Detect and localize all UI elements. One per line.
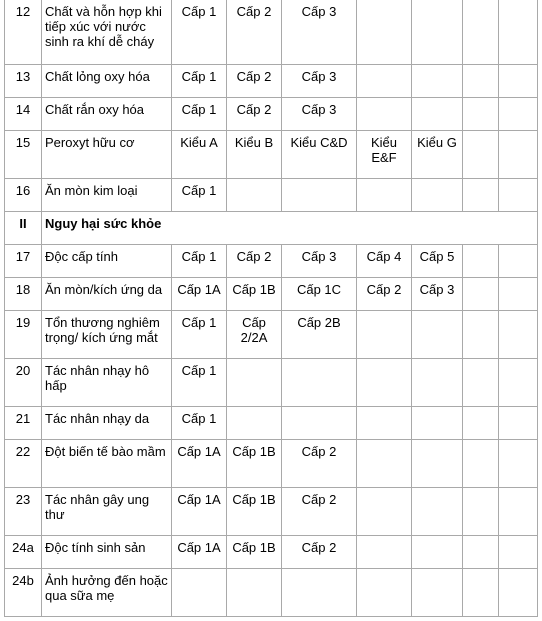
hazard-name: Chất và hỗn hợp khi tiếp xúc với nước sinh ra khí dễ cháy xyxy=(42,0,172,65)
category-cell xyxy=(357,359,412,407)
category-cell xyxy=(412,536,463,569)
hazard-name: Độc tính sinh sản xyxy=(42,536,172,569)
category-cell: Cấp 5 xyxy=(412,245,463,278)
category-cell: Cấp 3 xyxy=(282,245,357,278)
category-cell xyxy=(463,245,499,278)
category-cell xyxy=(227,407,282,440)
category-cell: Cấp 1B xyxy=(227,440,282,488)
category-cell xyxy=(463,359,499,407)
category-cell xyxy=(499,311,538,359)
category-cell xyxy=(463,179,499,212)
category-cell: Cấp 1B xyxy=(227,488,282,536)
row-number: 15 xyxy=(5,131,42,179)
category-cell: Kiểu A xyxy=(172,131,227,179)
category-cell xyxy=(357,65,412,98)
category-cell: Kiểu G xyxy=(412,131,463,179)
category-cell xyxy=(357,536,412,569)
row-number: 24b xyxy=(5,569,42,617)
category-cell xyxy=(499,440,538,488)
category-cell: Cấp 2 xyxy=(357,278,412,311)
category-cell xyxy=(357,311,412,359)
row-number: 20 xyxy=(5,359,42,407)
hazard-name: Tác nhân nhạy da xyxy=(42,407,172,440)
row-number: 19 xyxy=(5,311,42,359)
category-cell xyxy=(499,179,538,212)
row-number: 22 xyxy=(5,440,42,488)
category-cell xyxy=(412,65,463,98)
category-cell xyxy=(357,179,412,212)
row-number: 17 xyxy=(5,245,42,278)
category-cell xyxy=(463,0,499,65)
category-cell: Cấp 2 xyxy=(282,536,357,569)
category-cell xyxy=(499,536,538,569)
category-cell xyxy=(499,0,538,65)
category-cell xyxy=(499,407,538,440)
section-title: Nguy hại sức khỏe xyxy=(42,212,538,245)
table-row xyxy=(5,0,538,65)
hazard-name: Tác nhân nhạy hô hấp xyxy=(42,359,172,407)
category-cell xyxy=(499,569,538,617)
section-number: II xyxy=(5,212,42,245)
category-cell xyxy=(412,569,463,617)
category-cell xyxy=(499,98,538,131)
category-cell xyxy=(357,440,412,488)
category-cell: Cấp 1B xyxy=(227,536,282,569)
hazard-name: Đột biến tế bào mầm xyxy=(42,440,172,488)
category-cell xyxy=(412,0,463,65)
table-row xyxy=(5,536,538,569)
category-cell xyxy=(227,359,282,407)
category-cell xyxy=(463,440,499,488)
row-number: 13 xyxy=(5,65,42,98)
category-cell: Kiểu E&F xyxy=(357,131,412,179)
row-number: 24a xyxy=(5,536,42,569)
table-row xyxy=(5,245,538,278)
category-cell: Kiểu B xyxy=(227,131,282,179)
hazard-name: Độc cấp tính xyxy=(42,245,172,278)
category-cell: Cấp 3 xyxy=(282,0,357,65)
category-cell xyxy=(412,98,463,131)
category-cell xyxy=(463,65,499,98)
row-number: 21 xyxy=(5,407,42,440)
category-cell xyxy=(412,311,463,359)
hazard-name: Chất lỏng oxy hóa xyxy=(42,65,172,98)
category-cell: Cấp 1B xyxy=(227,278,282,311)
table-row xyxy=(5,65,538,98)
category-cell: Cấp 1 xyxy=(172,245,227,278)
category-cell xyxy=(463,536,499,569)
category-cell: Cấp 2 xyxy=(227,245,282,278)
category-cell: Cấp 1 xyxy=(172,179,227,212)
table-row xyxy=(5,179,538,212)
category-cell xyxy=(282,359,357,407)
row-number: 14 xyxy=(5,98,42,131)
category-cell xyxy=(357,407,412,440)
hazard-name: Ăn mòn kim loại xyxy=(42,179,172,212)
category-cell xyxy=(463,569,499,617)
category-cell xyxy=(499,488,538,536)
category-cell: Cấp 3 xyxy=(282,98,357,131)
category-cell xyxy=(463,311,499,359)
category-cell: Cấp 3 xyxy=(412,278,463,311)
category-cell: Cấp 2 xyxy=(282,488,357,536)
category-cell xyxy=(499,65,538,98)
category-cell xyxy=(463,407,499,440)
category-cell: Cấp 2/2A xyxy=(227,311,282,359)
category-cell xyxy=(227,569,282,617)
category-cell xyxy=(357,0,412,65)
hazard-name: Tác nhân gây ung thư xyxy=(42,488,172,536)
category-cell: Cấp 2 xyxy=(227,98,282,131)
category-cell: Cấp 1 xyxy=(172,407,227,440)
category-cell: Cấp 1A xyxy=(172,536,227,569)
row-number: 16 xyxy=(5,179,42,212)
category-cell: Cấp 1C xyxy=(282,278,357,311)
table-row xyxy=(5,98,538,131)
category-cell xyxy=(357,488,412,536)
category-cell xyxy=(282,179,357,212)
category-cell: Cấp 1 xyxy=(172,359,227,407)
category-cell: Cấp 2 xyxy=(227,0,282,65)
table-row xyxy=(5,569,538,617)
category-cell: Cấp 1A xyxy=(172,278,227,311)
category-cell: Cấp 1 xyxy=(172,65,227,98)
category-cell xyxy=(463,278,499,311)
category-cell xyxy=(357,98,412,131)
category-cell: Cấp 4 xyxy=(357,245,412,278)
hazard-name: Ảnh hưởng đến hoặc qua sữa mẹ xyxy=(42,569,172,617)
category-cell: Cấp 1A xyxy=(172,488,227,536)
category-cell xyxy=(463,131,499,179)
hazard-name: Ăn mòn/kích ứng da xyxy=(42,278,172,311)
category-cell: Cấp 2B xyxy=(282,311,357,359)
category-cell xyxy=(499,131,538,179)
row-number: 18 xyxy=(5,278,42,311)
category-cell: Cấp 3 xyxy=(282,65,357,98)
hazard-name: Peroxyt hữu cơ xyxy=(42,131,172,179)
hazard-name: Chất rắn oxy hóa xyxy=(42,98,172,131)
table-row xyxy=(5,278,538,311)
category-cell: Cấp 1 xyxy=(172,98,227,131)
category-cell xyxy=(357,569,412,617)
category-cell xyxy=(412,179,463,212)
category-cell: Cấp 1 xyxy=(172,0,227,65)
category-cell xyxy=(412,407,463,440)
table-row xyxy=(5,407,538,440)
table-row xyxy=(5,311,538,359)
category-cell xyxy=(463,488,499,536)
table-row xyxy=(5,359,538,407)
category-cell xyxy=(227,179,282,212)
section-header-row xyxy=(5,212,538,245)
category-cell: Cấp 1A xyxy=(172,440,227,488)
category-cell xyxy=(412,488,463,536)
category-cell xyxy=(282,407,357,440)
category-cell xyxy=(499,245,538,278)
table-row xyxy=(5,488,538,536)
hazard-classification-table xyxy=(4,0,538,617)
category-cell xyxy=(499,278,538,311)
category-cell xyxy=(282,569,357,617)
hazard-name: Tổn thương nghiêm trọng/ kích ứng mắt xyxy=(42,311,172,359)
row-number: 23 xyxy=(5,488,42,536)
category-cell: Cấp 2 xyxy=(227,65,282,98)
category-cell: Cấp 1 xyxy=(172,311,227,359)
table-row xyxy=(5,131,538,179)
table-row xyxy=(5,440,538,488)
category-cell: Cấp 2 xyxy=(282,440,357,488)
category-cell xyxy=(499,359,538,407)
category-cell xyxy=(463,98,499,131)
category-cell xyxy=(412,440,463,488)
category-cell: Kiểu C&D xyxy=(282,131,357,179)
row-number: 12 xyxy=(5,0,42,65)
category-cell xyxy=(412,359,463,407)
category-cell xyxy=(172,569,227,617)
